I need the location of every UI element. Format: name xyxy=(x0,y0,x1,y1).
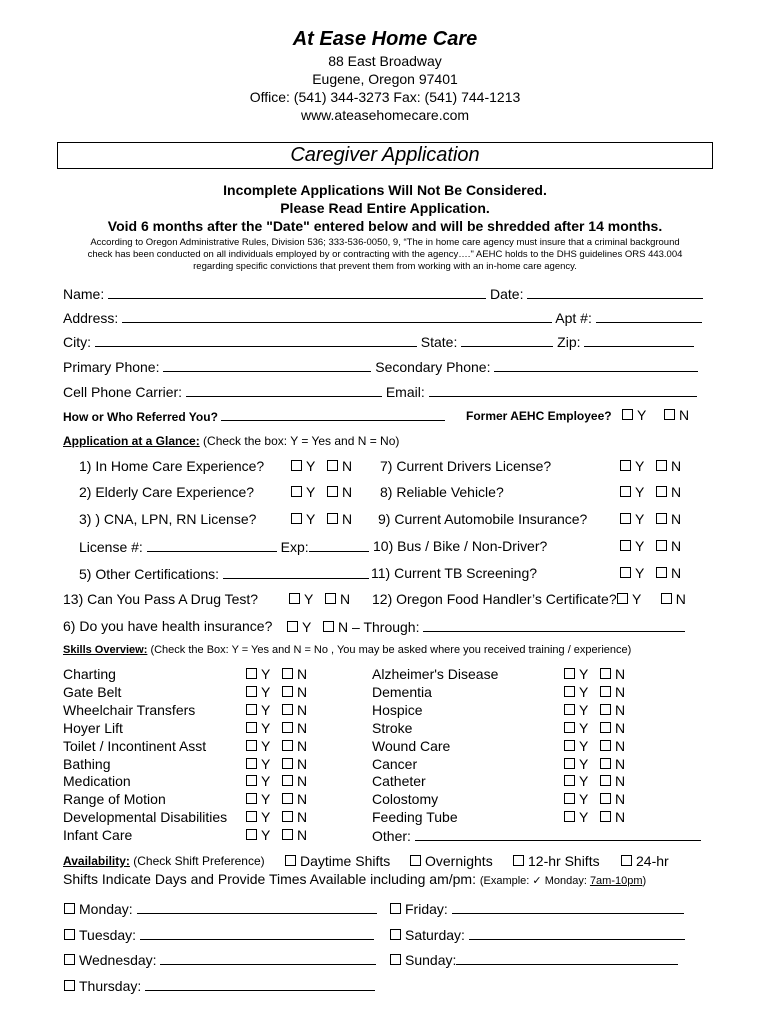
notice-line-2: Please Read Entire Application. xyxy=(280,200,490,216)
no-label: N xyxy=(297,791,308,808)
no-label: N xyxy=(297,827,308,844)
yes-label: Y xyxy=(261,827,271,844)
yes-label: Y xyxy=(635,538,645,554)
checkbox[interactable] xyxy=(564,722,575,733)
no-label: N xyxy=(671,484,682,500)
name-input[interactable] xyxy=(108,285,486,299)
q11-label: 11) Current TB Screening? xyxy=(371,565,538,581)
website: www.ateasehomecare.com xyxy=(300,107,470,123)
other-skill-row xyxy=(372,827,701,844)
skills-note: (Check the Box: Y = Yes and N = No , You may be asked where you received training / experience) xyxy=(150,644,632,656)
q2-yn xyxy=(291,484,352,500)
address-line-2: Eugene, Oregon 97401 xyxy=(312,71,458,87)
day-tuesday xyxy=(64,926,374,943)
yes-label: Y xyxy=(304,591,314,607)
skill-label: Gate Belt xyxy=(63,683,122,700)
skill-label: Catheter xyxy=(372,773,426,790)
q7-yn xyxy=(620,458,681,474)
notice-line-3: Void 6 months after the "Date" entered below and will be shredded after 14 months. xyxy=(107,218,663,234)
day-label: Sunday: xyxy=(405,952,457,968)
checkbox[interactable] xyxy=(513,855,524,866)
checkbox[interactable] xyxy=(600,758,611,769)
yes-label: Y xyxy=(579,683,589,700)
shift-overnights xyxy=(410,853,493,869)
cell-carrier-input[interactable] xyxy=(186,383,382,397)
checkbox[interactable] xyxy=(390,903,401,914)
shift-12hr xyxy=(513,853,600,869)
skill-yn xyxy=(246,738,307,754)
checkbox[interactable] xyxy=(656,540,667,551)
checkbox[interactable] xyxy=(564,704,575,715)
checkbox[interactable] xyxy=(64,903,75,914)
name-label: Name: xyxy=(63,286,105,302)
q13-yn xyxy=(289,591,350,607)
skill-yn xyxy=(564,684,625,700)
checkbox[interactable] xyxy=(390,954,401,965)
checkbox[interactable] xyxy=(282,829,293,840)
no-label: N xyxy=(340,591,351,607)
yes-label: Y xyxy=(261,666,271,682)
no-label: N xyxy=(615,773,626,790)
checkbox[interactable] xyxy=(327,460,338,471)
checkbox[interactable] xyxy=(564,668,575,679)
checkbox[interactable] xyxy=(564,758,575,769)
no-label: N xyxy=(671,511,682,527)
checkbox[interactable] xyxy=(282,722,293,733)
checkbox[interactable] xyxy=(246,704,257,715)
yes-label: Y xyxy=(635,458,645,474)
exp-input[interactable] xyxy=(309,538,369,552)
checkbox[interactable] xyxy=(564,740,575,751)
skill-yn xyxy=(564,738,625,754)
shift-overnights-label: Overnights xyxy=(425,853,493,869)
other-skill-label: Other: xyxy=(372,828,411,844)
yes-label: Y xyxy=(261,791,271,808)
skill-yn xyxy=(564,791,625,807)
address-line-1: 88 East Broadway xyxy=(328,53,442,69)
skill-yn xyxy=(246,791,307,807)
shift-daytime xyxy=(285,853,390,869)
q3-yn xyxy=(291,511,352,527)
checkbox[interactable] xyxy=(600,793,611,804)
checkbox[interactable] xyxy=(64,929,75,940)
q5-label: 5) Other Certifications: xyxy=(79,566,220,582)
checkbox[interactable] xyxy=(620,513,631,524)
q12-yn xyxy=(617,591,686,607)
checkbox[interactable] xyxy=(285,855,296,866)
day-saturday xyxy=(390,926,685,943)
q8-yn xyxy=(620,484,681,500)
no-label: N xyxy=(297,773,308,790)
secondary-phone-label: Secondary Phone: xyxy=(375,359,491,375)
through-input[interactable] xyxy=(423,618,685,632)
checkbox[interactable] xyxy=(291,486,302,497)
checkbox[interactable] xyxy=(323,621,334,632)
notice-small-3: regarding specific convictions that prevent them from working with an in-home care agency. xyxy=(193,261,577,272)
checkbox[interactable] xyxy=(246,829,257,840)
skill-yn xyxy=(564,756,625,772)
yes-label: Y xyxy=(261,773,271,790)
q8-label: 8) Reliable Vehicle? xyxy=(380,484,504,500)
day-label: Saturday: xyxy=(405,927,465,943)
no-label: N xyxy=(678,407,690,423)
glance-header xyxy=(63,434,399,448)
checkbox[interactable] xyxy=(600,811,611,822)
skill-yn xyxy=(564,773,625,789)
checkbox[interactable] xyxy=(246,775,257,786)
checkbox[interactable] xyxy=(564,686,575,697)
checkbox[interactable] xyxy=(327,486,338,497)
skill-yn xyxy=(246,684,307,700)
checkbox[interactable] xyxy=(282,758,293,769)
email-input[interactable] xyxy=(429,383,697,397)
skill-label: Colostomy xyxy=(372,791,439,808)
no-label: N xyxy=(615,809,626,826)
skills-header xyxy=(63,644,631,656)
example-end: ) xyxy=(642,875,647,887)
checkbox[interactable] xyxy=(617,593,628,604)
checkbox[interactable] xyxy=(564,793,575,804)
zip-input[interactable] xyxy=(584,333,694,347)
checkbox[interactable] xyxy=(246,758,257,769)
q1-label: 1) In Home Care Experience? xyxy=(79,458,265,474)
skill-yn xyxy=(246,756,307,772)
availability-heading: Availability: xyxy=(63,854,130,868)
day-thursday xyxy=(64,977,375,994)
day-input[interactable] xyxy=(452,900,684,914)
day-input[interactable] xyxy=(137,900,377,914)
skill-yn xyxy=(564,809,625,825)
checkbox[interactable] xyxy=(600,722,611,733)
checkbox[interactable] xyxy=(620,460,631,471)
q6-yn xyxy=(287,618,685,635)
yes-label: Y xyxy=(635,565,645,581)
yes-label: Y xyxy=(579,773,589,790)
shift-12hr-label: 12-hr Shifts xyxy=(528,853,600,869)
skill-label: Alzheimer's Disease xyxy=(372,666,499,682)
checkbox[interactable] xyxy=(664,409,675,420)
checkbox[interactable] xyxy=(291,513,302,524)
yes-label: Y xyxy=(635,484,645,500)
skill-yn xyxy=(564,702,625,718)
no-label: N xyxy=(297,701,308,718)
checkbox[interactable] xyxy=(246,793,257,804)
no-label: N xyxy=(342,458,353,474)
checkbox[interactable] xyxy=(564,775,575,786)
checkbox[interactable] xyxy=(564,811,575,822)
no-label: N xyxy=(615,791,626,808)
no-label: N xyxy=(342,511,353,527)
skill-yn xyxy=(246,720,307,736)
day-label: Wednesday: xyxy=(79,952,157,968)
yes-label: Y xyxy=(579,809,589,826)
date-label: Date: xyxy=(490,286,524,302)
checkbox[interactable] xyxy=(622,409,633,420)
yes-label: Y xyxy=(261,755,271,772)
skill-label: Bathing xyxy=(63,755,111,772)
q12-label: 12) Oregon Food Handler’s Certificate? xyxy=(372,591,617,607)
yes-label: Y xyxy=(632,591,642,607)
no-label: N xyxy=(297,666,308,682)
skill-yn xyxy=(246,702,307,718)
notice-small-2: check has been conducted on all individuals employed by or contracting with the agency…." AEHC holds to the DHS guidelines ORS 443.004 xyxy=(87,249,683,260)
q5-row xyxy=(79,565,369,582)
company-name: At Ease Home Care xyxy=(292,28,478,50)
no-label: N xyxy=(297,755,308,772)
state-input[interactable] xyxy=(461,333,553,347)
checkbox[interactable] xyxy=(600,740,611,751)
no-label: N xyxy=(297,737,308,754)
checkbox[interactable] xyxy=(64,980,75,991)
checkbox[interactable] xyxy=(656,567,667,578)
skill-label: Dementia xyxy=(372,683,432,700)
carrier-row xyxy=(63,383,697,400)
phone-line: Office: (541) 344-3273 Fax: (541) 744-1213 xyxy=(249,89,521,105)
skill-label: Stroke xyxy=(372,719,413,736)
skill-yn xyxy=(246,809,307,825)
name-row xyxy=(63,285,703,302)
address-label: Address: xyxy=(63,310,119,326)
skill-yn xyxy=(246,773,307,789)
secondary-phone-input[interactable] xyxy=(494,358,698,372)
q5-input[interactable] xyxy=(223,565,369,579)
yes-label: Y xyxy=(302,619,312,635)
yes-label: Y xyxy=(579,791,589,808)
no-label: N xyxy=(615,683,626,700)
day-friday xyxy=(390,900,684,917)
referred-label: How or Who Referred You? xyxy=(63,410,218,424)
yes-label: Y xyxy=(579,719,589,736)
notice-small-1: According to Oregon Administrative Rules, Division 536; 333-536-0050, 9, “The in home care agency must insure that a criminal background xyxy=(90,237,680,248)
yes-label: Y xyxy=(261,809,271,826)
checkbox[interactable] xyxy=(325,593,336,604)
availability-header xyxy=(63,854,265,868)
q2-label: 2) Elderly Care Experience? xyxy=(79,484,255,500)
checkbox[interactable] xyxy=(620,567,631,578)
skill-yn xyxy=(564,666,625,682)
skill-label: Wound Care xyxy=(372,737,451,754)
checkbox[interactable] xyxy=(64,954,75,965)
glance-heading: Application at a Glance: xyxy=(63,434,200,448)
skills-heading: Skills Overview: xyxy=(63,644,148,656)
day-input[interactable] xyxy=(469,926,685,940)
date-input[interactable] xyxy=(527,285,703,299)
no-label: N xyxy=(675,591,686,607)
other-skill-input[interactable] xyxy=(415,827,701,841)
no-label: N xyxy=(671,458,682,474)
checkbox[interactable] xyxy=(656,486,667,497)
shift-24hr-label: 24-hr xyxy=(636,853,669,869)
primary-phone-input[interactable] xyxy=(163,358,371,372)
referred-row xyxy=(63,409,445,424)
yes-label: Y xyxy=(306,484,316,500)
q13-label: 13) Can You Pass A Drug Test? xyxy=(63,591,259,607)
through-label: N – Through: xyxy=(338,619,420,635)
skill-label: Feeding Tube xyxy=(372,809,458,826)
no-label: N xyxy=(615,719,626,736)
checkbox[interactable] xyxy=(600,775,611,786)
checkbox[interactable] xyxy=(600,704,611,715)
availability-note: (Check Shift Preference) xyxy=(133,854,265,868)
checkbox[interactable] xyxy=(327,513,338,524)
skill-label: Charting xyxy=(63,666,116,682)
example-text: (Example: ✓ Monday: xyxy=(479,875,590,887)
day-label: Friday: xyxy=(405,901,448,917)
checkbox[interactable] xyxy=(600,686,611,697)
yes-label: Y xyxy=(579,755,589,772)
no-label: N xyxy=(671,565,682,581)
checkbox[interactable] xyxy=(656,460,667,471)
day-input[interactable] xyxy=(145,977,375,991)
q1-yn xyxy=(291,458,352,474)
no-label: N xyxy=(297,809,308,826)
address-input[interactable] xyxy=(122,309,552,323)
state-label: State: xyxy=(420,334,458,350)
yes-label: Y xyxy=(635,511,645,527)
license-label: License #: xyxy=(79,539,143,555)
checkbox[interactable] xyxy=(291,460,302,471)
exp-label: Exp: xyxy=(280,539,309,555)
yes-label: Y xyxy=(579,737,589,754)
checkbox[interactable] xyxy=(246,811,257,822)
apt-input[interactable] xyxy=(596,309,702,323)
q7-label: 7) Current Drivers License? xyxy=(380,458,552,474)
checkbox[interactable] xyxy=(246,668,257,679)
availability-line2: Shifts Indicate Days and Provide Times Available including am/pm: xyxy=(63,871,476,887)
checkbox[interactable] xyxy=(287,621,298,632)
checkbox[interactable] xyxy=(410,855,421,866)
checkbox[interactable] xyxy=(656,513,667,524)
day-label: Thursday: xyxy=(79,978,142,994)
day-label: Monday: xyxy=(79,901,133,917)
no-label: N xyxy=(671,538,682,554)
city-row xyxy=(63,333,694,350)
yes-label: Y xyxy=(637,407,647,423)
checkbox[interactable] xyxy=(600,668,611,679)
yes-label: Y xyxy=(261,701,271,718)
checkbox[interactable] xyxy=(246,740,257,751)
glance-note: (Check the box: Y = Yes and N = No) xyxy=(203,434,400,448)
checkbox[interactable] xyxy=(282,811,293,822)
checkbox[interactable] xyxy=(289,593,300,604)
yes-label: Y xyxy=(261,737,271,754)
day-label: Tuesday: xyxy=(79,927,137,943)
day-input[interactable] xyxy=(140,926,374,940)
checkbox[interactable] xyxy=(282,704,293,715)
checkbox[interactable] xyxy=(620,486,631,497)
skill-yn xyxy=(246,666,307,682)
q10-yn xyxy=(620,538,681,554)
skill-yn xyxy=(246,827,307,843)
skill-yn xyxy=(564,720,625,736)
skill-label: Hospice xyxy=(372,701,423,718)
yes-label: Y xyxy=(261,683,271,700)
shift-daytime-label: Daytime Shifts xyxy=(300,853,391,869)
license-row xyxy=(79,538,369,555)
skill-label: Developmental Disabilities xyxy=(63,809,228,826)
day-sunday xyxy=(390,951,678,968)
q11-yn xyxy=(620,565,681,581)
checkbox[interactable] xyxy=(621,855,632,866)
checkbox[interactable] xyxy=(282,740,293,751)
yes-label: Y xyxy=(261,719,271,736)
skill-label: Wheelchair Transfers xyxy=(63,701,196,718)
email-label: Email: xyxy=(385,384,425,400)
example-time: 7am-10pm xyxy=(589,875,643,887)
referred-input[interactable] xyxy=(221,409,445,421)
q6-label: 6) Do you have health insurance? xyxy=(63,618,273,634)
yes-label: Y xyxy=(579,701,589,718)
skill-label: Hoyer Lift xyxy=(63,719,123,736)
day-wednesday xyxy=(64,951,376,968)
former-employee-options xyxy=(622,407,689,423)
no-label: N xyxy=(615,755,626,772)
no-label: N xyxy=(615,701,626,718)
checkbox[interactable] xyxy=(282,668,293,679)
q9-yn xyxy=(620,511,681,527)
no-label: N xyxy=(615,737,626,754)
day-input[interactable] xyxy=(160,951,376,965)
day-input[interactable] xyxy=(456,951,678,965)
former-employee-label: Former AEHC Employee? xyxy=(466,409,612,423)
city-label: City: xyxy=(63,334,91,350)
yes-label: Y xyxy=(579,666,589,682)
day-monday xyxy=(64,900,377,917)
skill-label: Range of Motion xyxy=(63,791,166,808)
skill-label: Toilet / Incontinent Asst xyxy=(63,737,207,754)
city-input[interactable] xyxy=(95,333,417,347)
form-title: Caregiver Application xyxy=(290,144,480,166)
license-input[interactable] xyxy=(147,538,277,552)
checkbox[interactable] xyxy=(246,722,257,733)
yes-label: Y xyxy=(306,458,316,474)
q10-label: 10) Bus / Bike / Non-Driver? xyxy=(373,538,548,554)
availability-instructions xyxy=(63,871,646,887)
yes-label: Y xyxy=(306,511,316,527)
shift-24hr xyxy=(621,853,669,869)
checkbox[interactable] xyxy=(661,593,672,604)
cell-carrier-label: Cell Phone Carrier: xyxy=(63,384,183,400)
checkbox[interactable] xyxy=(282,793,293,804)
checkbox[interactable] xyxy=(390,929,401,940)
skill-label: Cancer xyxy=(372,755,418,772)
q3-label: 3) ) CNA, LPN, RN License? xyxy=(79,511,257,527)
checkbox[interactable] xyxy=(620,540,631,551)
zip-label: Zip: xyxy=(557,334,581,350)
apt-label: Apt #: xyxy=(555,310,592,326)
no-label: N xyxy=(297,683,308,700)
address-row xyxy=(63,309,702,326)
skill-label: Medication xyxy=(63,773,131,790)
checkbox[interactable] xyxy=(246,686,257,697)
checkbox[interactable] xyxy=(282,775,293,786)
skill-label: Infant Care xyxy=(63,827,133,844)
checkbox[interactable] xyxy=(282,686,293,697)
no-label: N xyxy=(297,719,308,736)
no-label: N xyxy=(342,484,353,500)
no-label: N xyxy=(615,666,626,682)
notice-line-1: Incomplete Applications Will Not Be Considered. xyxy=(223,182,547,198)
phone-row xyxy=(63,358,698,375)
q9-label: 9) Current Automobile Insurance? xyxy=(378,511,588,527)
primary-phone-label: Primary Phone: xyxy=(63,359,160,375)
